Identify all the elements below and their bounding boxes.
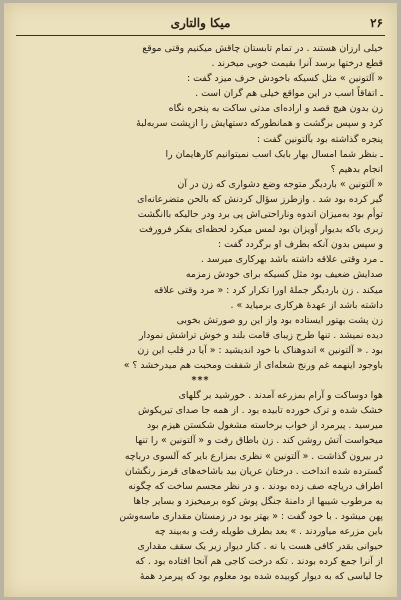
text-line: انجام بدهیم ؟ xyxy=(330,163,383,175)
text-line: خیلی ارزان هستند . در تمام تابستان چاقش میکنیم وقتی موقع xyxy=(142,43,383,54)
page-header xyxy=(18,16,383,34)
page-number: ۲۶ xyxy=(370,16,383,30)
text-line: زبری باکه بدیوار آویزان بود لمس میکرد لحظه‌ای بفکر فرورفت xyxy=(139,224,383,236)
text-line: میکند . زن باردیگر جملهٔ اورا تکرار کرد : « مرد وقتی علاقه xyxy=(153,284,383,296)
text-line: گیر کرده بود شد . وازطرز سؤال کردنش که بالحن متضرعانه‌ای xyxy=(137,193,383,205)
text-line: هوا دوساکت و آرام بمزرعه آمدند . خورشید بر گلهای xyxy=(178,390,383,402)
text-line: ـ اتفاقاً اسب در این مواقع خیلی هم گران است . xyxy=(195,88,383,100)
text-line: زن پشت بهتور ایستاده بود واز این رو صورتش بخوبی xyxy=(176,314,383,326)
text-line: قطع درختها برسد آنرا بقیمت خوبی میخرند . xyxy=(211,58,383,70)
text-line: به مرطوب شیبها از دامنهٔ جنگل پوش کوه برمیخیزد و بسایر جا‌ها xyxy=(133,495,383,507)
book-page xyxy=(4,3,397,597)
text-line: حیوانی بقدر کافی هست یا نه . کنار دیوار زیر یک سقف مقداری xyxy=(137,541,383,553)
text-line: پهن میشود . با خود گفت : « بهتر بود در زمستان مقداری ماسه‌وشن xyxy=(119,510,383,522)
text-line: کرد و سپس برگشت و همانطورکه دستهایش را ازپشت سربه‌لبهٔ xyxy=(136,118,383,130)
section-separator: *** xyxy=(191,375,210,387)
text-line: باین مزرعه میاوردند . » بعد بطرف طویله رفت و به‌بیند چه xyxy=(154,526,383,537)
text-line: اطراف دریاچه صف زده بودند . و در نظر مجسم ساخت که چگونه xyxy=(128,480,383,492)
running-title: میکا والتاری xyxy=(170,16,231,30)
text-line: توأم بود به‌میزان اندوه وناراحتی‌اش پی برد ودر حالیکه باانگشت xyxy=(137,209,383,221)
text-line: داشته باشد از عهدهٔ هرکاری برمیاید » . xyxy=(230,299,383,311)
text-line: در بیرون گذاشت . « آلتونین » نظری بمزارع بایر که آلسوی درباچه xyxy=(124,450,383,462)
text-line: باوجود اینهمه غم ورنج شعله‌ای از شفقت ومحبت هم میدرخشد ؟ » xyxy=(123,359,383,371)
text-line: صدایش ضعیف بود مثل کسیکه برای خودش زمزمه xyxy=(185,269,383,281)
text-line: بود . « آلتونین » اندوهناک با خود اندیشید : « آیا در قلب این زن xyxy=(137,344,383,356)
header-rule xyxy=(16,35,385,36)
text-line: دیده نمیشد . تنها طرح زیبای قامت بلند و خوش تراشش نمودار xyxy=(139,329,383,341)
text-line: زن بدون هیچ قصد و اراده‌ای مدتی ساکت به پنجره نگاه xyxy=(168,103,383,115)
text-line: گسترده شده انداخت . درختان عریان بید باشاخه‌های قرمز رنگشان xyxy=(124,465,383,477)
text-line: ـ مرد وقتی علاقه داشته باشد بهرکاری میرسد . xyxy=(200,254,383,266)
text-line: جا لیاسی که به دیوار کوبیده شده بود معلوم بود که پیرمرد همهٔ xyxy=(139,571,383,583)
text-line: از آنرا جمع کرده بودند . تکه درخت کاجی هم آنجا افتاده بود . که xyxy=(135,556,383,568)
text-line: ـ بنظر شما امسال بهار بابک اسب نمیتوانیم کارهایمان را xyxy=(165,148,383,160)
text-line: پنجره گذاشته بود بآلتونین گفت : xyxy=(257,133,383,145)
text-line: « آلتونین » مثل کسیکه باخودش حرف میزد گفت : xyxy=(187,73,383,85)
text-line: « آلتونین » باردیگر متوجه وضع دشواری که زن در آن xyxy=(177,178,383,190)
text-line: میخواست آتش روشن کند . زن باطاق رفت و « آلتونین » را تنها xyxy=(135,435,383,447)
text-line: و سپس بدون آنکه بطرف او برگردد گفت : xyxy=(217,239,383,251)
body-text xyxy=(18,41,383,587)
text-line: میرسید . پیرمرد از خواب برخاسته مشغول شکستن هیزم بود xyxy=(146,420,383,432)
text-line: خشک شده و ترک خورده تابیده بود . از همه جا صدای تیریکوش xyxy=(138,405,383,417)
